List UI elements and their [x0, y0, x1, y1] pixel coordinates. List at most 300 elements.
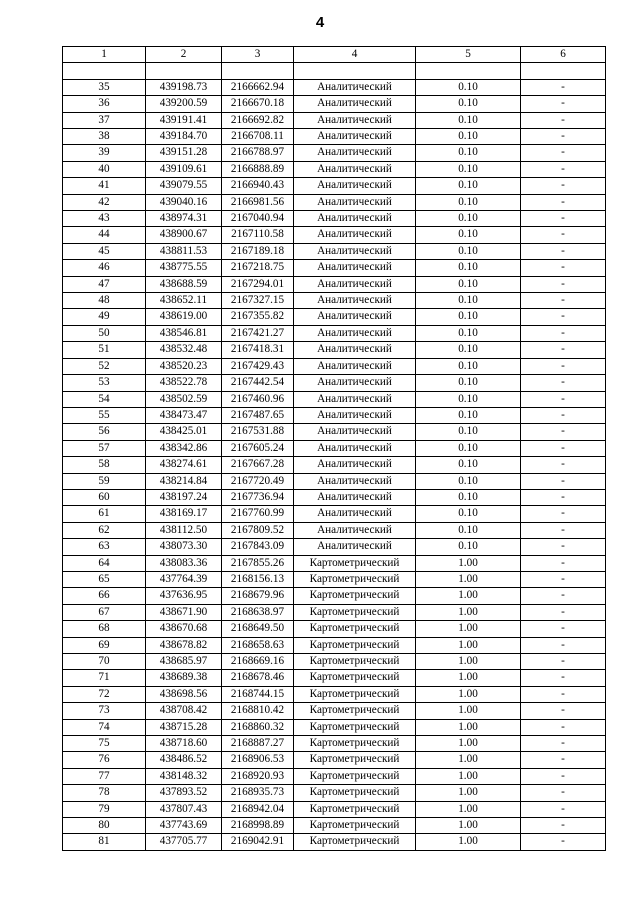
table-row — [63, 768, 606, 784]
table-row — [63, 342, 606, 358]
x-coordinate-cell: 438112.50 — [146, 522, 222, 538]
y-coordinate-cell: 2166692.82 — [222, 112, 294, 128]
x-coordinate-cell: 438652.11 — [146, 293, 222, 309]
y-coordinate-cell: 2166708.11 — [222, 129, 294, 145]
table-cell — [294, 63, 416, 79]
point-number-cell: 72 — [63, 686, 146, 702]
x-coordinate-cell: 437764.39 — [146, 571, 222, 587]
table-row — [63, 260, 606, 276]
method-cell: Картометрический — [294, 736, 416, 752]
note-cell: - — [521, 801, 606, 817]
note-cell: - — [521, 112, 606, 128]
point-number-cell: 47 — [63, 276, 146, 292]
method-cell: Аналитический — [294, 309, 416, 325]
x-coordinate-cell: 438775.55 — [146, 260, 222, 276]
accuracy-cell: 0.10 — [416, 522, 521, 538]
x-coordinate-cell: 438685.97 — [146, 654, 222, 670]
point-number-cell: 55 — [63, 407, 146, 423]
method-cell: Картометрический — [294, 752, 416, 768]
point-number-cell: 41 — [63, 178, 146, 194]
accuracy-cell: 1.00 — [416, 818, 521, 834]
table-row — [63, 736, 606, 752]
y-coordinate-cell: 2167327.15 — [222, 293, 294, 309]
method-cell: Картометрический — [294, 703, 416, 719]
note-cell: - — [521, 79, 606, 95]
x-coordinate-cell: 438698.56 — [146, 686, 222, 702]
note-cell: - — [521, 457, 606, 473]
y-coordinate-cell: 2168920.93 — [222, 768, 294, 784]
accuracy-cell: 1.00 — [416, 703, 521, 719]
table-row — [63, 276, 606, 292]
method-cell: Аналитический — [294, 227, 416, 243]
y-coordinate-cell: 2167760.99 — [222, 506, 294, 522]
x-coordinate-cell: 438197.24 — [146, 489, 222, 505]
accuracy-cell: 0.10 — [416, 260, 521, 276]
point-number-cell: 51 — [63, 342, 146, 358]
x-coordinate-cell: 438974.31 — [146, 211, 222, 227]
y-coordinate-cell: 2168998.89 — [222, 818, 294, 834]
y-coordinate-cell: 2168649.50 — [222, 621, 294, 637]
y-coordinate-cell: 2167720.49 — [222, 473, 294, 489]
note-cell: - — [521, 703, 606, 719]
table-row — [63, 424, 606, 440]
y-coordinate-cell: 2167605.24 — [222, 440, 294, 456]
note-cell: - — [521, 539, 606, 555]
table-row — [63, 637, 606, 653]
method-cell: Картометрический — [294, 785, 416, 801]
table-row — [63, 539, 606, 555]
y-coordinate-cell: 2168744.15 — [222, 686, 294, 702]
y-coordinate-cell: 2168678.46 — [222, 670, 294, 686]
point-number-cell: 75 — [63, 736, 146, 752]
y-coordinate-cell: 2166662.94 — [222, 79, 294, 95]
table-row — [63, 358, 606, 374]
point-number-cell: 43 — [63, 211, 146, 227]
y-coordinate-cell: 2168942.04 — [222, 801, 294, 817]
table-row — [63, 243, 606, 259]
note-cell: - — [521, 243, 606, 259]
point-number-cell: 68 — [63, 621, 146, 637]
column-header: 6 — [521, 47, 606, 63]
table-row — [63, 309, 606, 325]
y-coordinate-cell: 2167110.58 — [222, 227, 294, 243]
method-cell: Аналитический — [294, 457, 416, 473]
x-coordinate-cell: 438520.23 — [146, 358, 222, 374]
x-coordinate-cell: 438532.48 — [146, 342, 222, 358]
x-coordinate-cell: 437893.52 — [146, 785, 222, 801]
accuracy-cell: 0.10 — [416, 161, 521, 177]
note-cell: - — [521, 391, 606, 407]
table-row — [63, 457, 606, 473]
x-coordinate-cell: 438169.17 — [146, 506, 222, 522]
table-cell — [521, 63, 606, 79]
y-coordinate-cell: 2167736.94 — [222, 489, 294, 505]
table-row — [63, 293, 606, 309]
y-coordinate-cell: 2166940.43 — [222, 178, 294, 194]
table-row — [63, 621, 606, 637]
method-cell: Аналитический — [294, 342, 416, 358]
x-coordinate-cell: 438342.86 — [146, 440, 222, 456]
method-cell: Аналитический — [294, 211, 416, 227]
accuracy-cell: 0.10 — [416, 227, 521, 243]
point-number-cell: 50 — [63, 325, 146, 341]
point-number-cell: 76 — [63, 752, 146, 768]
point-number-cell: 79 — [63, 801, 146, 817]
point-number-cell: 40 — [63, 161, 146, 177]
x-coordinate-cell: 438546.81 — [146, 325, 222, 341]
y-coordinate-cell: 2167189.18 — [222, 243, 294, 259]
table-row — [63, 391, 606, 407]
method-cell: Аналитический — [294, 293, 416, 309]
accuracy-cell: 0.10 — [416, 178, 521, 194]
note-cell: - — [521, 736, 606, 752]
method-cell: Аналитический — [294, 489, 416, 505]
x-coordinate-cell: 438473.47 — [146, 407, 222, 423]
table-row — [63, 686, 606, 702]
point-number-cell: 78 — [63, 785, 146, 801]
y-coordinate-cell: 2167809.52 — [222, 522, 294, 538]
note-cell: - — [521, 506, 606, 522]
x-coordinate-cell: 438678.82 — [146, 637, 222, 653]
point-number-cell: 35 — [63, 79, 146, 95]
accuracy-cell: 1.00 — [416, 654, 521, 670]
table-row — [63, 785, 606, 801]
method-cell: Аналитический — [294, 194, 416, 210]
accuracy-cell: 1.00 — [416, 736, 521, 752]
point-number-cell: 66 — [63, 588, 146, 604]
note-cell: - — [521, 834, 606, 850]
accuracy-cell: 1.00 — [416, 752, 521, 768]
table-row — [63, 211, 606, 227]
y-coordinate-cell: 2167460.96 — [222, 391, 294, 407]
point-number-cell: 36 — [63, 96, 146, 112]
x-coordinate-cell: 438425.01 — [146, 424, 222, 440]
note-cell: - — [521, 555, 606, 571]
point-number-cell: 54 — [63, 391, 146, 407]
column-header: 5 — [416, 47, 521, 63]
method-cell: Картометрический — [294, 571, 416, 587]
accuracy-cell: 0.10 — [416, 79, 521, 95]
table-row — [63, 79, 606, 95]
y-coordinate-cell: 2167040.94 — [222, 211, 294, 227]
table-row — [63, 407, 606, 423]
method-cell: Аналитический — [294, 506, 416, 522]
method-cell: Картометрический — [294, 768, 416, 784]
note-cell: - — [521, 440, 606, 456]
x-coordinate-cell: 439109.61 — [146, 161, 222, 177]
x-coordinate-cell: 438486.52 — [146, 752, 222, 768]
accuracy-cell: 0.10 — [416, 473, 521, 489]
x-coordinate-cell: 438718.60 — [146, 736, 222, 752]
note-cell: - — [521, 96, 606, 112]
method-cell: Аналитический — [294, 522, 416, 538]
method-cell: Аналитический — [294, 375, 416, 391]
x-coordinate-cell: 439040.16 — [146, 194, 222, 210]
x-coordinate-cell: 439184.70 — [146, 129, 222, 145]
empty-row — [63, 63, 606, 79]
accuracy-cell: 0.10 — [416, 407, 521, 423]
accuracy-cell: 0.10 — [416, 243, 521, 259]
method-cell: Картометрический — [294, 621, 416, 637]
method-cell: Картометрический — [294, 834, 416, 850]
note-cell: - — [521, 309, 606, 325]
point-number-cell: 60 — [63, 489, 146, 505]
x-coordinate-cell: 439191.41 — [146, 112, 222, 128]
point-number-cell: 49 — [63, 309, 146, 325]
note-cell: - — [521, 473, 606, 489]
accuracy-cell: 1.00 — [416, 670, 521, 686]
table-row — [63, 588, 606, 604]
x-coordinate-cell: 439200.59 — [146, 96, 222, 112]
accuracy-cell: 1.00 — [416, 834, 521, 850]
note-cell: - — [521, 654, 606, 670]
table-row — [63, 473, 606, 489]
method-cell: Картометрический — [294, 637, 416, 653]
x-coordinate-cell: 438214.84 — [146, 473, 222, 489]
x-coordinate-cell: 437743.69 — [146, 818, 222, 834]
method-cell: Картометрический — [294, 686, 416, 702]
note-cell: - — [521, 325, 606, 341]
note-cell: - — [521, 588, 606, 604]
accuracy-cell: 1.00 — [416, 785, 521, 801]
table-row — [63, 834, 606, 850]
y-coordinate-cell: 2166670.18 — [222, 96, 294, 112]
column-header: 3 — [222, 47, 294, 63]
y-coordinate-cell: 2168906.53 — [222, 752, 294, 768]
method-cell: Аналитический — [294, 358, 416, 374]
table-row — [63, 801, 606, 817]
table-row — [63, 604, 606, 620]
table-body — [63, 63, 606, 850]
note-cell: - — [521, 571, 606, 587]
accuracy-cell: 0.10 — [416, 194, 521, 210]
accuracy-cell: 0.10 — [416, 211, 521, 227]
note-cell: - — [521, 375, 606, 391]
note-cell: - — [521, 129, 606, 145]
note-cell: - — [521, 194, 606, 210]
table-row — [63, 375, 606, 391]
method-cell: Аналитический — [294, 276, 416, 292]
point-number-cell: 80 — [63, 818, 146, 834]
method-cell: Аналитический — [294, 178, 416, 194]
point-number-cell: 48 — [63, 293, 146, 309]
point-number-cell: 46 — [63, 260, 146, 276]
x-coordinate-cell: 439198.73 — [146, 79, 222, 95]
accuracy-cell: 1.00 — [416, 588, 521, 604]
x-coordinate-cell: 438619.00 — [146, 309, 222, 325]
point-number-cell: 62 — [63, 522, 146, 538]
accuracy-cell: 0.10 — [416, 391, 521, 407]
point-number-cell: 58 — [63, 457, 146, 473]
method-cell: Аналитический — [294, 260, 416, 276]
table-row — [63, 571, 606, 587]
note-cell: - — [521, 342, 606, 358]
method-cell: Аналитический — [294, 112, 416, 128]
accuracy-cell: 1.00 — [416, 604, 521, 620]
note-cell: - — [521, 178, 606, 194]
y-coordinate-cell: 2168658.63 — [222, 637, 294, 653]
method-cell: Аналитический — [294, 325, 416, 341]
x-coordinate-cell: 438900.67 — [146, 227, 222, 243]
accuracy-cell: 0.10 — [416, 112, 521, 128]
method-cell: Аналитический — [294, 440, 416, 456]
table-row — [63, 325, 606, 341]
accuracy-cell: 0.10 — [416, 342, 521, 358]
x-coordinate-cell: 438502.59 — [146, 391, 222, 407]
x-coordinate-cell: 439079.55 — [146, 178, 222, 194]
x-coordinate-cell: 437636.95 — [146, 588, 222, 604]
accuracy-cell: 0.10 — [416, 325, 521, 341]
accuracy-cell: 0.10 — [416, 276, 521, 292]
point-number-cell: 44 — [63, 227, 146, 243]
note-cell: - — [521, 686, 606, 702]
table-row — [63, 129, 606, 145]
y-coordinate-cell: 2166788.97 — [222, 145, 294, 161]
accuracy-cell: 0.10 — [416, 539, 521, 555]
point-number-cell: 57 — [63, 440, 146, 456]
method-cell: Картометрический — [294, 604, 416, 620]
point-number-cell: 77 — [63, 768, 146, 784]
x-coordinate-cell: 438670.68 — [146, 621, 222, 637]
table-row — [63, 145, 606, 161]
note-cell: - — [521, 785, 606, 801]
y-coordinate-cell: 2168935.73 — [222, 785, 294, 801]
method-cell: Картометрический — [294, 670, 416, 686]
x-coordinate-cell: 438522.78 — [146, 375, 222, 391]
accuracy-cell: 0.10 — [416, 424, 521, 440]
point-number-cell: 81 — [63, 834, 146, 850]
note-cell: - — [521, 227, 606, 243]
point-number-cell: 52 — [63, 358, 146, 374]
note-cell: - — [521, 276, 606, 292]
column-header: 4 — [294, 47, 416, 63]
y-coordinate-cell: 2167855.26 — [222, 555, 294, 571]
table-cell — [63, 63, 146, 79]
table-row — [63, 161, 606, 177]
note-cell: - — [521, 621, 606, 637]
y-coordinate-cell: 2168860.32 — [222, 719, 294, 735]
accuracy-cell: 1.00 — [416, 621, 521, 637]
method-cell: Аналитический — [294, 129, 416, 145]
point-number-cell: 69 — [63, 637, 146, 653]
accuracy-cell: 0.10 — [416, 358, 521, 374]
method-cell: Аналитический — [294, 407, 416, 423]
point-number-cell: 45 — [63, 243, 146, 259]
table-row — [63, 719, 606, 735]
x-coordinate-cell: 438073.30 — [146, 539, 222, 555]
note-cell: - — [521, 670, 606, 686]
table-cell — [222, 63, 294, 79]
point-number-cell: 73 — [63, 703, 146, 719]
note-cell: - — [521, 358, 606, 374]
method-cell: Аналитический — [294, 424, 416, 440]
x-coordinate-cell: 438708.42 — [146, 703, 222, 719]
table-row — [63, 489, 606, 505]
x-coordinate-cell: 438715.28 — [146, 719, 222, 735]
note-cell: - — [521, 637, 606, 653]
y-coordinate-cell: 2167418.31 — [222, 342, 294, 358]
y-coordinate-cell: 2167218.75 — [222, 260, 294, 276]
accuracy-cell: 1.00 — [416, 571, 521, 587]
table-row — [63, 555, 606, 571]
coordinates-table — [62, 46, 606, 851]
method-cell: Аналитический — [294, 391, 416, 407]
method-cell: Аналитический — [294, 161, 416, 177]
note-cell: - — [521, 489, 606, 505]
table-row — [63, 752, 606, 768]
method-cell: Аналитический — [294, 96, 416, 112]
y-coordinate-cell: 2168638.97 — [222, 604, 294, 620]
y-coordinate-cell: 2169042.91 — [222, 834, 294, 850]
x-coordinate-cell: 437705.77 — [146, 834, 222, 850]
table-row — [63, 703, 606, 719]
y-coordinate-cell: 2168679.96 — [222, 588, 294, 604]
x-coordinate-cell: 438083.36 — [146, 555, 222, 571]
point-number-cell: 63 — [63, 539, 146, 555]
y-coordinate-cell: 2167429.43 — [222, 358, 294, 374]
accuracy-cell: 1.00 — [416, 801, 521, 817]
method-cell: Картометрический — [294, 588, 416, 604]
y-coordinate-cell: 2168156.13 — [222, 571, 294, 587]
method-cell: Картометрический — [294, 555, 416, 571]
method-cell: Аналитический — [294, 473, 416, 489]
accuracy-cell: 0.10 — [416, 145, 521, 161]
note-cell: - — [521, 293, 606, 309]
point-number-cell: 59 — [63, 473, 146, 489]
note-cell: - — [521, 260, 606, 276]
x-coordinate-cell: 439151.28 — [146, 145, 222, 161]
table-row — [63, 194, 606, 210]
x-coordinate-cell: 438689.38 — [146, 670, 222, 686]
accuracy-cell: 0.10 — [416, 457, 521, 473]
accuracy-cell: 0.10 — [416, 375, 521, 391]
y-coordinate-cell: 2168810.42 — [222, 703, 294, 719]
y-coordinate-cell: 2168669.16 — [222, 654, 294, 670]
table-header-row — [63, 47, 606, 63]
x-coordinate-cell: 438148.32 — [146, 768, 222, 784]
accuracy-cell: 0.10 — [416, 129, 521, 145]
note-cell: - — [521, 522, 606, 538]
table-row — [63, 818, 606, 834]
table-cell — [416, 63, 521, 79]
accuracy-cell: 1.00 — [416, 555, 521, 571]
y-coordinate-cell: 2167843.09 — [222, 539, 294, 555]
method-cell: Картометрический — [294, 801, 416, 817]
x-coordinate-cell: 438671.90 — [146, 604, 222, 620]
method-cell: Аналитический — [294, 539, 416, 555]
point-number-cell: 53 — [63, 375, 146, 391]
table-row — [63, 96, 606, 112]
column-header: 1 — [63, 47, 146, 63]
table-row — [63, 670, 606, 686]
x-coordinate-cell: 438688.59 — [146, 276, 222, 292]
note-cell: - — [521, 768, 606, 784]
x-coordinate-cell: 438811.53 — [146, 243, 222, 259]
table-cell — [146, 63, 222, 79]
point-number-cell: 74 — [63, 719, 146, 735]
y-coordinate-cell: 2167442.54 — [222, 375, 294, 391]
y-coordinate-cell: 2167355.82 — [222, 309, 294, 325]
table-row — [63, 654, 606, 670]
table-row — [63, 112, 606, 128]
accuracy-cell: 1.00 — [416, 768, 521, 784]
note-cell: - — [521, 145, 606, 161]
note-cell: - — [521, 604, 606, 620]
accuracy-cell: 1.00 — [416, 686, 521, 702]
table-row — [63, 506, 606, 522]
table-row — [63, 227, 606, 243]
point-number-cell: 56 — [63, 424, 146, 440]
